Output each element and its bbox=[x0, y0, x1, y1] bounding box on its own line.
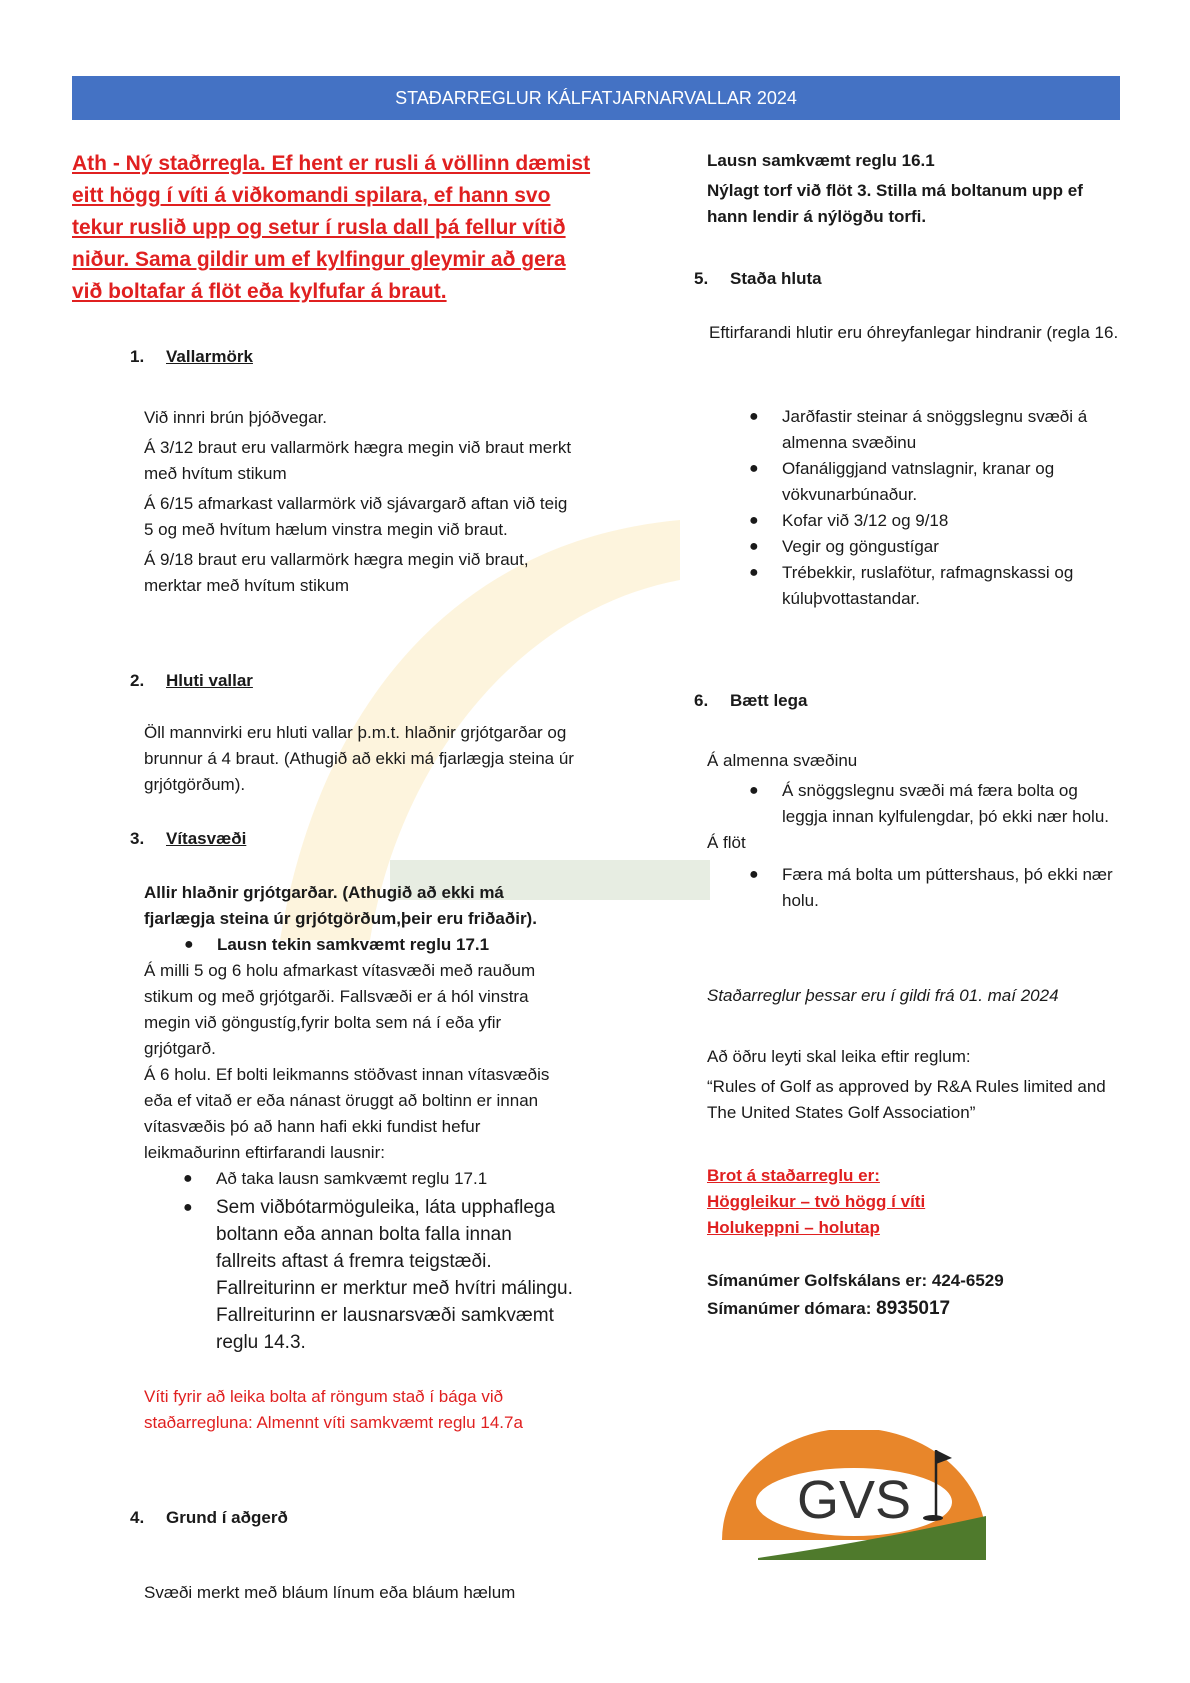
list-item: ● Ofanáliggjand vatnslagnir, kranar og vökvunarbúnaður. bbox=[782, 456, 1119, 508]
section-1-body bbox=[144, 405, 574, 599]
paragraph: Við innri brún þjóðvegar. bbox=[144, 408, 328, 427]
section-title: Grund í aðgerð bbox=[166, 1508, 288, 1527]
bullet-icon: ● bbox=[749, 460, 759, 477]
bullet-icon: ● bbox=[749, 782, 759, 799]
rules-reference bbox=[707, 1044, 1119, 1126]
breach-stroke-play: Höggleikur – tvö högg í víti bbox=[707, 1192, 926, 1211]
section-intro: Allir hlaðnir grjótgarðar. (Athugið að ekki má fjarlægja steina úr grjótgörðum,þeir eru friðaðir). bbox=[144, 883, 537, 928]
page-header: STAÐARREGLUR KÁLFATJARNARVALLAR 2024 bbox=[72, 76, 1120, 120]
bullet-icon: ● bbox=[184, 936, 194, 953]
paragraph: Á 3/12 braut eru vallarmörk hægra megin við braut merkt með hvítum stikum bbox=[144, 438, 572, 483]
gvs-logo-icon bbox=[718, 1430, 990, 1560]
bullet-list bbox=[709, 404, 1119, 612]
paragraph: Á almenna svæðinu bbox=[707, 751, 858, 770]
section-2-heading bbox=[130, 668, 253, 694]
bullet-icon: ● bbox=[749, 866, 759, 883]
penalty-text: Víti fyrir að leika bolta af röngum stað í bága við staðarregluna: Almennt víti samkvæmt reglu 14.7a bbox=[144, 1387, 523, 1432]
list-item: ● Færa má bolta um púttershaus, þó ekki nær holu. bbox=[782, 862, 1119, 914]
section-number: 3. bbox=[130, 829, 145, 848]
bullet-list bbox=[144, 1166, 574, 1356]
breach-match-play: Holukeppni – holutap bbox=[707, 1218, 880, 1237]
breach-title: Brot á staðarreglu er: bbox=[707, 1166, 880, 1185]
list-item: ● Trébekkir, ruslafötur, rafmagnskassi og kúluþvottastandar. bbox=[782, 560, 1119, 612]
section-5-heading bbox=[694, 266, 822, 292]
bullet-icon: ● bbox=[749, 564, 759, 581]
section-5-body bbox=[709, 320, 1119, 612]
paragraph: Á flöt bbox=[707, 833, 746, 852]
paragraph: Á 6 holu. Ef bolti leikmanns stöðvast innan vítasvæðis eða ef vitað er eða nánast öruggt að boltinn er innan vítasvæðis þó að hann hafi ekki fundist hefur leikmaðurinn eftirfarandi lausnir: bbox=[144, 1065, 550, 1162]
bullet-icon: ● bbox=[183, 1199, 193, 1216]
section-4-heading bbox=[130, 1505, 288, 1531]
list-item: ● Lausn tekin samkvæmt reglu 17.1 bbox=[217, 932, 574, 958]
list-item: ● Að taka lausn samkvæmt reglu 17.1 bbox=[216, 1166, 574, 1192]
list-item: ● Vegir og göngustígar bbox=[782, 534, 1119, 560]
paragraph: Lausn samkvæmt reglu 16.1 bbox=[707, 151, 935, 170]
section-6-body bbox=[707, 748, 1119, 914]
section-title: Hluti vallar bbox=[166, 671, 253, 690]
bullet-icon: ● bbox=[749, 538, 759, 555]
bullet-icon: ● bbox=[749, 512, 759, 529]
section-title: Staða hluta bbox=[730, 269, 822, 288]
section-number: 5. bbox=[694, 269, 709, 288]
list-item: ● Sem viðbótarmöguleika, láta upphaflega boltann eða annan bolta falla innan fallreits aftast á fremra teigstæði. Fallreiturinn er merktur með hvítri málingu. Fallreiturinn er lausnarsvæði samkvæmt reglu 14.3. bbox=[216, 1194, 574, 1356]
paragraph: Á 6/15 afmarkast vallarmörk við sjávargarð aftan við teig 5 og með hvítum hælum vinstra megin við braut. bbox=[144, 494, 568, 539]
paragraph: Svæði merkt með bláum línum eða bláum hælum bbox=[144, 1583, 516, 1602]
paragraph: “Rules of Golf as approved by R&A Rules limited and The United States Golf Association” bbox=[707, 1077, 1106, 1122]
section-6-heading bbox=[694, 688, 807, 714]
paragraph: Nýlagt torf við flöt 3. Stilla má boltanum upp ef hann lendir á nýlögðu torfi. bbox=[707, 181, 1083, 226]
section-number: 1. bbox=[130, 347, 145, 366]
section-3-body bbox=[144, 880, 574, 1436]
validity-note: Staðarreglur þessar eru í gildi frá 01. maí 2024 bbox=[707, 986, 1059, 1005]
bullet-icon: ● bbox=[749, 408, 759, 425]
list-item: ● Á snöggslegnu svæði má færa bolta og leggja innan kylfulengdar, þó ekki nær holu. bbox=[782, 778, 1119, 830]
bullet-list bbox=[707, 778, 1119, 830]
referee-phone: Símanúmer dómara: 8935017 bbox=[707, 1298, 951, 1319]
phone-block bbox=[707, 1268, 1119, 1322]
bullet-list bbox=[144, 932, 574, 958]
section-title: Bætt lega bbox=[730, 691, 808, 710]
logo-text: GVS bbox=[796, 1470, 912, 1530]
list-item: ● Kofar við 3/12 og 9/18 bbox=[782, 508, 1119, 534]
paragraph: Öll mannvirki eru hluti vallar þ.m.t. hlaðnir grjótgarðar og brunnur á 4 braut. (Athugið að ekki má fjarlægja steina úr grjótgörðum). bbox=[144, 723, 574, 794]
gvs-logo bbox=[718, 1430, 990, 1560]
section-number: 4. bbox=[130, 1508, 145, 1527]
new-rule-notice: Ath - Ný staðrregla. Ef hent er rusli á völlinn dæmist eitt högg í víti á viðkomandi spilara, ef hann svo tekur ruslið upp og setur í rusla dall þá fellur vítið niður. Sama gildir um ef kylfingur gleymir að gera við boltafar á flöt eða kylfufar á braut. bbox=[72, 152, 591, 303]
section-3-heading bbox=[130, 826, 246, 852]
section-number: 2. bbox=[130, 671, 145, 690]
section-number: 6. bbox=[694, 691, 709, 710]
list-item: ● Jarðfastir steinar á snöggslegnu svæði á almenna svæðinu bbox=[782, 404, 1119, 456]
breach-block bbox=[707, 1163, 1119, 1241]
section-title: Vallarmörk bbox=[166, 347, 253, 366]
paragraph: Eftirfarandi hlutir eru óhreyfanlegar hindranir (regla 16. bbox=[709, 323, 1119, 342]
section-title: Vítasvæði bbox=[166, 829, 247, 848]
paragraph: Að öðru leyti skal leika eftir reglum: bbox=[707, 1047, 971, 1066]
section-4-continued bbox=[707, 148, 1117, 230]
bullet-icon: ● bbox=[183, 1170, 193, 1187]
section-2-body bbox=[144, 720, 574, 798]
bullet-list bbox=[707, 862, 1119, 914]
section-4-body bbox=[144, 1580, 574, 1606]
clubhouse-phone: Símanúmer Golfskálans er: 424-6529 bbox=[707, 1271, 1004, 1290]
paragraph: Á 9/18 braut eru vallarmörk hægra megin við braut, merktar með hvítum stikum bbox=[144, 550, 529, 595]
section-1-heading bbox=[130, 344, 253, 370]
paragraph: Á milli 5 og 6 holu afmarkast vítasvæði með rauðum stikum og með grjótgarði. Fallsvæði er á hól vinstra megin við göngustíg,fyrir bolta sem ná í eða yfir grjótgarð. bbox=[144, 961, 536, 1058]
